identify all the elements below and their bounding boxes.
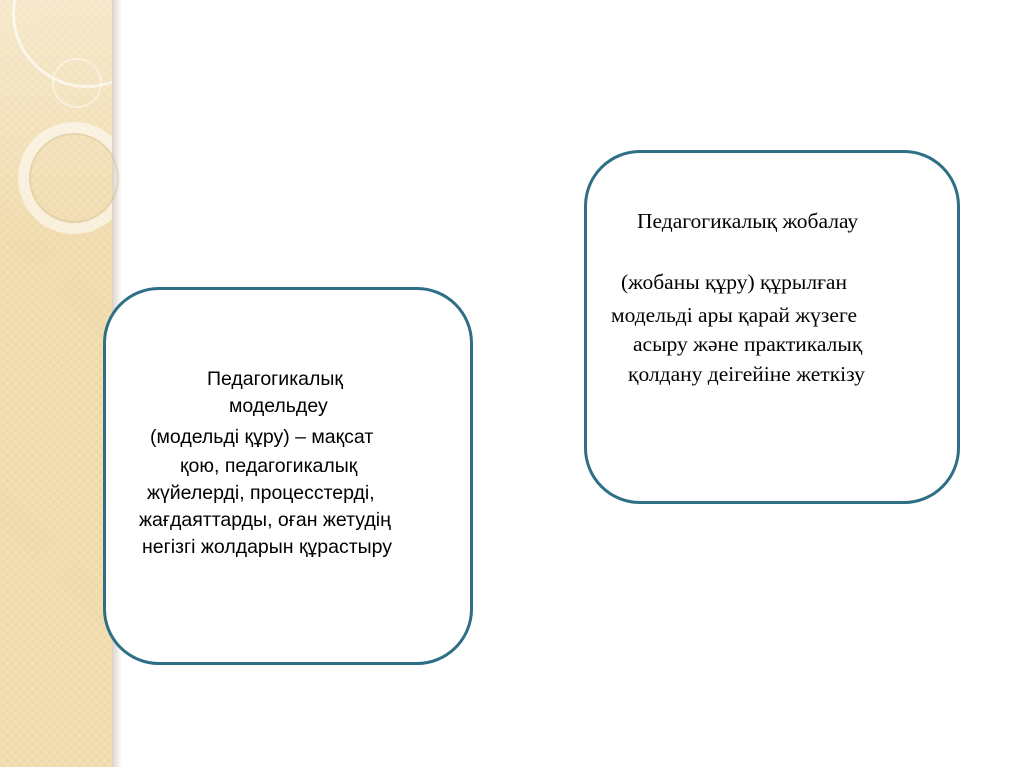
decorative-ring-icon — [52, 58, 102, 108]
design-box-line: модельді ары қарай жүзеге — [611, 303, 858, 327]
modeling-box-line: жүйелерді, процесстерді, — [147, 482, 375, 504]
design-box-line: (жобаны құру) құрылған — [621, 270, 847, 294]
design-box-line: қолдану деігейіне жеткізу — [628, 362, 865, 386]
design-box-title: Педагогикалық жобалау — [637, 209, 859, 233]
modeling-box-line: Педагогикалық — [207, 368, 343, 390]
design-box-line: асыру және практикалық — [633, 332, 863, 356]
modeling-box-line: қою, педагогикалық — [180, 455, 358, 477]
modeling-box-line: жағдаяттарды, оған жетудің — [139, 509, 391, 531]
modeling-box-line: негізгі жолдарын құрастыру — [142, 536, 393, 558]
modeling-box-line: (модельді құру) – мақсат — [150, 426, 374, 448]
modeling-box-line: модельдеу — [229, 395, 328, 417]
